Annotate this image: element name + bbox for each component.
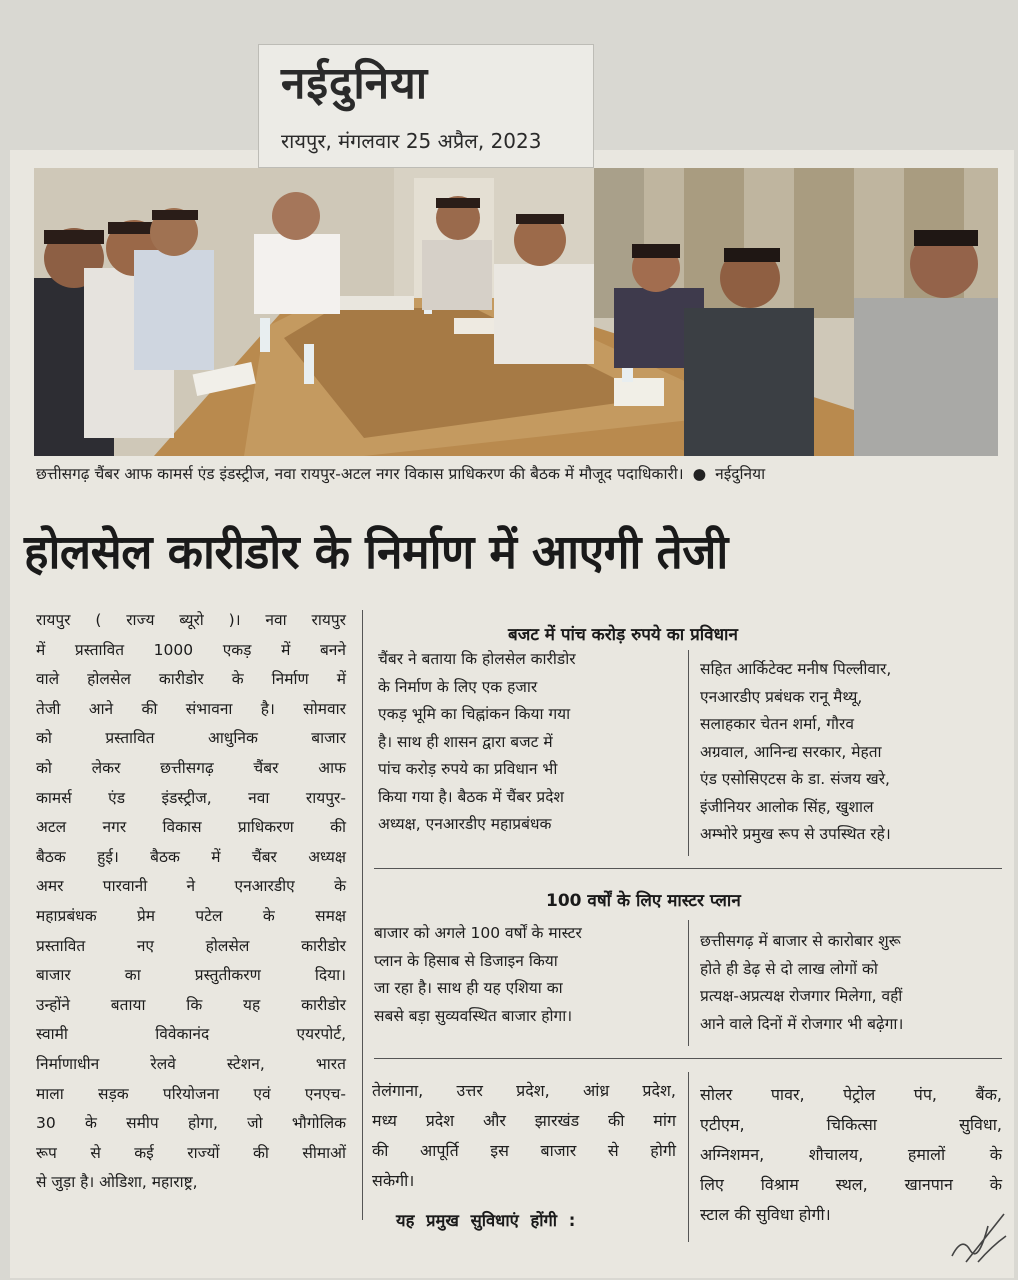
text-line: स्टाल की सुविधा होगी। bbox=[700, 1205, 831, 1224]
headline: होलसेल कारीडोर के निर्माण में आएगी तेजी bbox=[24, 525, 728, 580]
text-line: इंजीनियर आलोक सिंह, खुशाल bbox=[700, 797, 874, 816]
section-rule bbox=[374, 868, 1002, 869]
meeting-photo-illustration bbox=[34, 168, 998, 456]
lead-line: बाजार का प्रस्तुतीकरण दिया। bbox=[36, 966, 346, 985]
column-divider bbox=[688, 650, 689, 856]
text-line: छत्तीसगढ़ में बाजार से कारोबार शुरू bbox=[700, 932, 901, 950]
text-line: सोलर पावर, पेट्रोल पंप, बैंक, bbox=[700, 1085, 1002, 1104]
text-line: तेलंगाना, उत्तर प्रदेश, आंध्र प्रदेश, bbox=[372, 1081, 676, 1100]
text-line: एंड एसोसिएटस के डा. संजय खरे, bbox=[700, 770, 890, 788]
text-line: सलाहकार चेतन शर्मा, गौरव bbox=[700, 715, 855, 733]
budget-right-text bbox=[700, 656, 1000, 849]
lead-line: महाप्रबंधक प्रेम पटेल के समक्ष bbox=[36, 906, 346, 925]
masthead bbox=[258, 44, 594, 168]
subheading-master-plan: 100 वर्षों के लिए मास्टर प्लान bbox=[546, 891, 741, 911]
text-line: सकेगी। bbox=[372, 1171, 415, 1190]
text-line: एनआरडीए प्रबंधक रानू मैथ्यू, bbox=[700, 687, 863, 706]
handwritten-mark-icon bbox=[948, 1206, 1008, 1266]
lead-line: उन्होंने बताया कि यह कारीडोर bbox=[36, 995, 346, 1014]
text-line: चैंबर ने बताया कि होलसेल कारीडोर bbox=[378, 650, 576, 668]
lead-line: स्वामी विवेकानंद एयरपोर्ट, bbox=[36, 1025, 346, 1044]
text-line: है। साथ ही शासन द्वारा बजट में bbox=[378, 732, 553, 751]
meeting-photo bbox=[34, 168, 998, 456]
lead-line: रूप से कई राज्यों की सीमाओं bbox=[36, 1143, 346, 1162]
text-line: पांच करोड़ रुपये का प्रविधान भी bbox=[378, 760, 558, 778]
text-line: लिए विश्राम स्थल, खानपान के bbox=[700, 1175, 1002, 1194]
lead-line: को लेकर छत्तीसगढ़ चैंबर आफ bbox=[36, 758, 346, 777]
lead-line: माला सड़क परियोजना एवं एनएच- bbox=[36, 1084, 346, 1103]
text-line: एकड़ भूमि का चिह्नांकन किया गया bbox=[378, 705, 571, 723]
text-line: जा रहा है। साथ ही यह एशिया का bbox=[374, 979, 563, 997]
states-text bbox=[372, 1076, 676, 1196]
lead-column bbox=[36, 606, 346, 1198]
text-line: अध्यक्ष, एनआरडीए महाप्रबंधक bbox=[378, 815, 552, 833]
photo-caption bbox=[36, 462, 996, 484]
plan-left-text bbox=[374, 920, 674, 1030]
lead-line: कामर्स एंड इंडस्ट्रीज, नवा रायपुर- bbox=[36, 788, 346, 807]
text-line: की आपूर्ति इस बाजार से होगी bbox=[372, 1141, 676, 1160]
text-line: अग्रवाल, आनिन्द्य सरकार, मेहता bbox=[700, 742, 882, 761]
lead-line: में प्रस्तावित 1000 एकड़ में बनने bbox=[36, 640, 346, 659]
dateline: रायपुर, मंगलवार 25 अप्रैल, 2023 bbox=[281, 129, 542, 153]
text-line: होते ही डेढ़ से दो लाख लोगों को bbox=[700, 959, 878, 978]
lead-line: से जुड़ा है। ओडिशा, महाराष्ट्र, bbox=[36, 1173, 198, 1192]
subheading-budget: बजट में पांच करोड़ रुपये का प्रविधान bbox=[508, 625, 738, 645]
text-line: के निर्माण के लिए एक हजार bbox=[378, 677, 538, 696]
lead-line: बैठक हुई। बैठक में चैंबर अध्यक्ष bbox=[36, 847, 346, 866]
text-line: अग्निशमन, शौचालय, हमालों के bbox=[700, 1145, 1002, 1164]
lead-line: 30 के समीप होगा, जो भौगोलिक bbox=[36, 1114, 346, 1133]
column-divider bbox=[362, 610, 363, 1220]
lead-line: वाले होलसेल कारीडोर के निर्माण में bbox=[36, 670, 346, 689]
lead-line: प्रस्तावित नए होलसेल कारीडोर bbox=[36, 936, 346, 955]
text-line: सहित आर्किटेक्ट मनीष पिल्लीवार, bbox=[700, 660, 892, 678]
newspaper-name: नईदुनिया bbox=[281, 58, 429, 109]
caption-text: छत्तीसगढ़ चैंबर आफ कामर्स एंड इंडस्ट्रीज, नवा रायपुर-अटल नगर विकास प्राधिकरण की बैठक में मौजूद पदाधिकारी। bbox=[36, 465, 684, 483]
text-line: एटीएम, चिकित्सा सुविधा, bbox=[700, 1115, 1002, 1134]
lead-line: अटल नगर विकास प्राधिकरण की bbox=[36, 818, 346, 837]
plan-right-text bbox=[700, 928, 1000, 1038]
lead-line: रायपुर ( राज्य ब्यूरो )। नवा रायपुर bbox=[36, 611, 346, 629]
column-divider bbox=[688, 1072, 689, 1242]
text-line: मध्य प्रदेश और झारखंड की मांग bbox=[372, 1111, 676, 1130]
column-divider bbox=[688, 920, 689, 1046]
text-line: बाजार को अगले 100 वर्षों के मास्टर bbox=[374, 924, 582, 942]
lead-line: अमर पारवानी ने एनआरडीए के bbox=[36, 877, 346, 896]
bullet-icon: ● bbox=[692, 465, 707, 483]
text-line: सबसे बड़ा सुव्यवस्थित बाजार होगा। bbox=[374, 1006, 573, 1025]
text-line: किया गया है। बैठक में चैंबर प्रदेश bbox=[378, 787, 564, 806]
section-rule bbox=[374, 1058, 1002, 1059]
lead-line: निर्माणाधीन रेलवे स्टेशन, भारत bbox=[36, 1054, 346, 1073]
text-line: प्लान के हिसाब से डिजाइन किया bbox=[374, 951, 558, 970]
budget-left-text bbox=[378, 646, 678, 839]
lead-line: को प्रस्तावित आधुनिक बाजार bbox=[36, 729, 346, 748]
photo-credit: नईदुनिया bbox=[715, 465, 766, 483]
lead-line: तेजी आने की संभावना है। सोमवार bbox=[36, 699, 346, 718]
text-line: प्रत्यक्ष-अप्रत्यक्ष रोजगार मिलेगा, वहीं bbox=[700, 987, 903, 1005]
facilities-heading: यह प्रमुख सुविधाएं होंगी : bbox=[396, 1211, 576, 1230]
text-line: आने वाले दिनों में रोजगार भी बढ़ेगा। bbox=[700, 1014, 904, 1033]
text-line: अम्भोरे प्रमुख रूप से उपस्थित रहे। bbox=[700, 825, 891, 843]
